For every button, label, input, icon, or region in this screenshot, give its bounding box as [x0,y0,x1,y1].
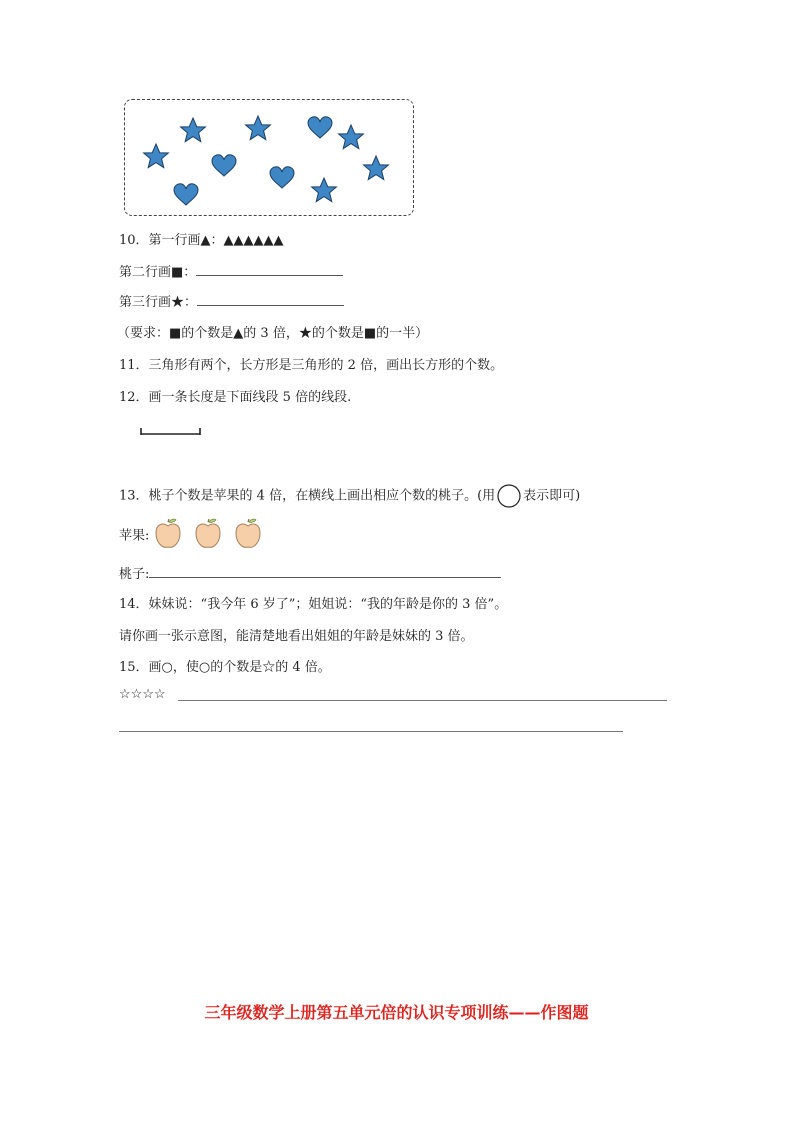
q15-answer-line-1[interactable] [178,700,667,701]
q10-row3 [119,291,344,310]
heart-icon [270,167,294,188]
q10-row3-label: 第三行画★： [119,295,198,310]
apple-icon [194,518,222,550]
apple-icon [234,518,262,550]
document-title: 三年级数学上册第五单元倍的认识专项训练——作图题 [204,1003,589,1022]
q11-text: 11．三角形有两个，长方形是三角形的 2 倍，画出长方形的个数。 [119,358,504,373]
apple-label: 苹果: [119,528,150,544]
q10-row2-answer-line[interactable] [196,263,343,276]
circle-icon [496,484,522,508]
q15-answer-line-2[interactable] [119,731,623,732]
star-icon [181,118,206,142]
q10-row2 [119,261,343,280]
reference-segment [140,426,202,436]
q10-row1 [119,229,284,248]
q14-line1: 14．妹妹说：“我今年 6 岁了”；姐姐说：“我的年龄是你的 3 倍”。 [119,597,508,612]
q13-text-before: 13．桃子个数是苹果的 4 倍，在横线上画出相应个数的桃子。(用 [119,488,496,504]
peach-label: 桃子: [119,567,150,582]
q10-row3-answer-line[interactable] [197,293,344,306]
q15-text: 15．画○，使○的个数是☆的 4 倍。 [119,660,331,675]
q13-text [119,484,580,508]
q10-row1-label: 10．第一行画▲： [119,233,224,248]
q14-line2: 请你画一张示意图，能清楚地看出姐姐的年龄是妹妹的 3 倍。 [119,629,474,644]
star-icon [339,125,364,149]
heart-icon [308,117,332,138]
q13-peach-row [119,563,501,582]
peach-answer-line[interactable] [149,565,501,578]
shapes-figure [124,99,414,216]
star-icon [312,178,337,202]
shapes-svg [125,100,415,217]
heart-icon [212,155,236,176]
star-icon [246,116,271,140]
q13-apples-row [119,518,270,550]
q13-text-after: 表示即可) [523,488,581,504]
q10-row1-triangles: ▲▲▲▲▲▲ [223,233,284,248]
q12-text: 12．画一条长度是下面线段 5 倍的线段. [119,390,352,405]
heart-icon [174,184,198,205]
q10-requirement: （要求：■的个数是▲的 3 倍，★的个数是■的一半） [117,326,429,341]
q10-row2-label: 第二行画■： [119,265,197,280]
star-icon [144,144,169,168]
q15-stars: ☆☆☆☆ [119,687,166,702]
star-icon [364,156,389,180]
apple-icon [154,518,182,550]
